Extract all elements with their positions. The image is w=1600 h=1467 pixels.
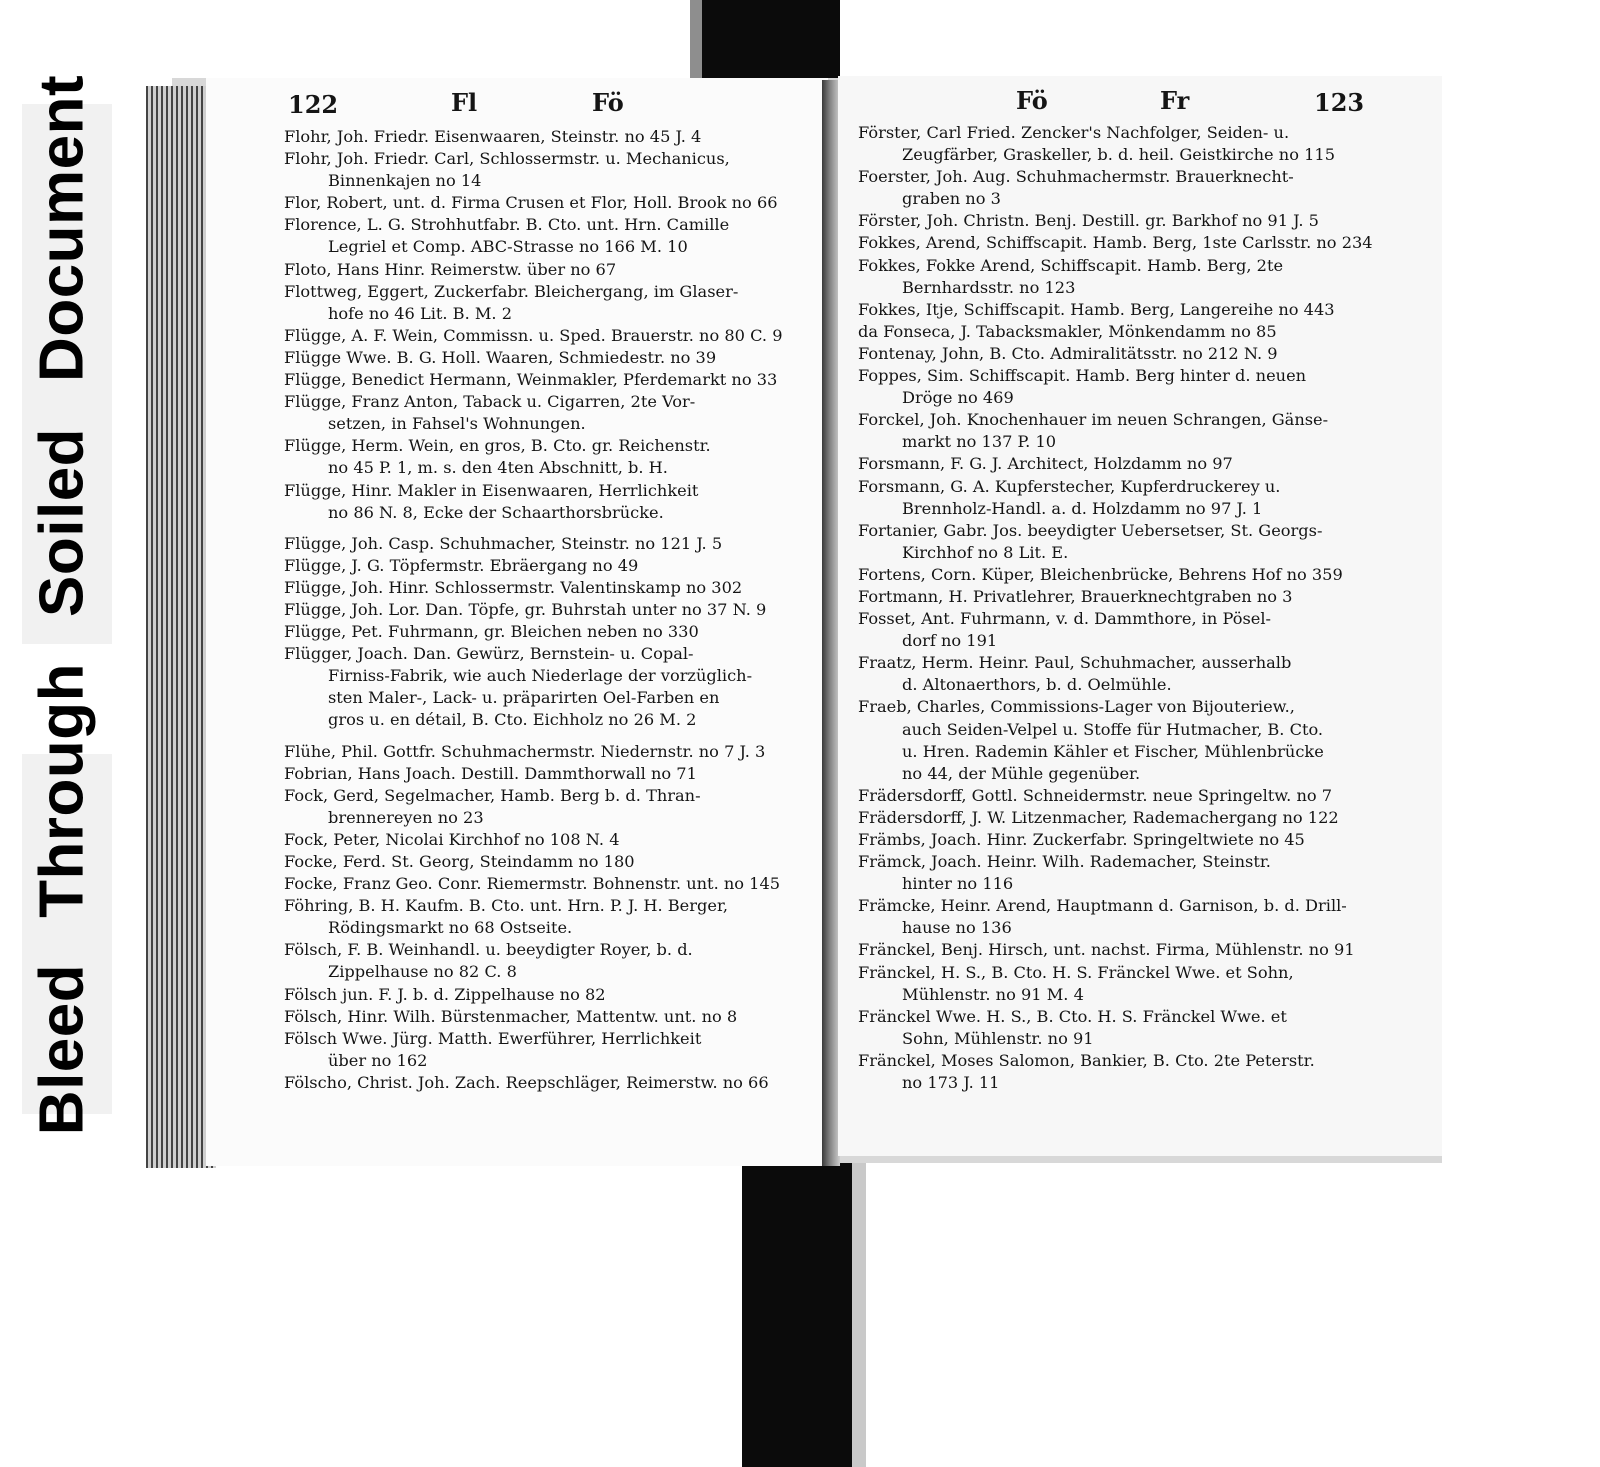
entry-line: Fokkes, Itje, Schiffscapit. Hamb. Berg, Langereihe no 443	[858, 299, 1335, 319]
directory-entry	[284, 192, 783, 214]
entry-line: Fortens, Corn. Küper, Bleichenbrücke, Behrens Hof no 359	[858, 564, 1343, 584]
entry-line: Fölscho, Christ. Joh. Zach. Reepschläger, Reimerstw. no 66	[284, 1072, 769, 1092]
entry-line: Fraatz, Herm. Heinr. Paul, Schuhmacher, ausserhalb	[858, 653, 1292, 673]
entry-continuation-line: Legriel et Comp. ABC-Strasse no 166 M. 10	[328, 237, 688, 257]
directory-entry	[858, 851, 1373, 895]
directory-entry	[284, 873, 783, 895]
entry-line: Främck, Joach. Heinr. Wilh. Rademacher, Steinstr.	[858, 852, 1271, 872]
directory-entry	[858, 476, 1373, 520]
entry-continuation-line: no 173 J. 11	[902, 1073, 1000, 1093]
directory-entry	[858, 586, 1373, 608]
entry-line: Fokkes, Fokke Arend, Schiffscapit. Hamb. Berg, 2te	[858, 255, 1284, 275]
entry-line: Flottweg, Eggert, Zuckerfabr. Bleichergang, im Glaser-	[284, 281, 739, 301]
directory-entry	[284, 369, 783, 391]
directory-entry	[858, 962, 1373, 1006]
left-guide-word-first: Fl	[451, 88, 478, 117]
directory-entry	[284, 741, 783, 763]
right-page	[838, 76, 1442, 1156]
entry-line: Focke, Ferd. St. Georg, Steindamm no 180	[284, 852, 635, 871]
entry-continuation-line: graben no 3	[902, 189, 1001, 209]
directory-entry	[858, 299, 1373, 321]
binding-bar-bottom-edge	[852, 1150, 866, 1467]
directory-entry	[858, 255, 1373, 299]
entry-line: da Fonseca, J. Tabacksmakler, Mönkendamm no 85	[858, 321, 1277, 341]
entry-continuation-line: d. Altonaerthors, b. d. Oelmühle.	[902, 675, 1172, 695]
entry-line: Fränckel, H. S., B. Cto. H. S. Fränckel Wwe. et Sohn,	[858, 962, 1294, 982]
entry-line: Fontenay, John, B. Cto. Admiralitätsstr. no 212 N. 9	[858, 343, 1278, 363]
entry-line: Flügge, Joh. Casp. Schuhmacher, Steinstr. no 121 J. 5	[284, 533, 723, 553]
directory-entry	[284, 851, 783, 873]
entry-line: Fölsch, F. B. Weinhandl. u. beeydigter Royer, b. d.	[284, 940, 693, 960]
entry-line: Fortmann, H. Privatlehrer, Brauerknechtgraben no 3	[858, 586, 1293, 606]
entry-line: Flügge, Hinr. Makler in Eisenwaaren, Herrlichkeit	[284, 480, 699, 500]
entry-line: Fock, Gerd, Segelmacher, Hamb. Berg b. d. Thran-	[284, 785, 701, 805]
entry-continuation-line: Mühlenstr. no 91 M. 4	[902, 984, 1084, 1004]
directory-entry	[858, 343, 1373, 365]
directory-entry	[284, 126, 783, 148]
directory-entry	[284, 281, 783, 325]
left-guide-word-last: Fö	[592, 88, 624, 117]
binding-bar-bottom	[742, 1150, 852, 1467]
entry-line: Flügger, Joach. Dan. Gewürz, Bernstein- u. Copal-	[284, 644, 694, 664]
entry-line: Flohr, Joh. Friedr. Eisenwaaren, Steinstr. no 45 J. 4	[284, 127, 702, 146]
directory-entry	[858, 1050, 1373, 1094]
directory-entry	[284, 577, 783, 599]
directory-entry	[284, 621, 783, 643]
entry-line: Flügge Wwe. B. G. Holl. Waaren, Schmiedestr. no 39	[284, 347, 717, 367]
directory-entry	[858, 652, 1373, 696]
entry-line: Fölsch, Hinr. Wilh. Bürstenmacher, Mattentw. unt. no 8	[284, 1006, 738, 1026]
entry-line: Flügge, J. G. Töpfermstr. Ebräergang no 49	[284, 555, 639, 575]
entry-line: Flühe, Phil. Gottfr. Schuhmachermstr. Niedernstr. no 7 J. 3	[284, 741, 766, 761]
binding-bar-top	[690, 0, 840, 80]
stamp-word: Soiled	[27, 427, 97, 617]
entry-continuation-line: Kirchhof no 8 Lit. E.	[902, 542, 1069, 562]
entry-continuation-line: Zeugfärber, Graskeller, b. d. heil. Geistkirche no 115	[902, 145, 1335, 165]
directory-entry	[284, 347, 783, 369]
directory-entry	[858, 321, 1373, 343]
entry-line: Flügge, Pet. Fuhrmann, gr. Bleichen neben no 330	[284, 622, 699, 642]
entry-line: Forckel, Joh. Knochenhauer im neuen Schrangen, Gänse-	[858, 410, 1329, 430]
entry-continuation-line: sten Maler-, Lack- u. präparirten Oel-Farben en	[328, 688, 720, 708]
entry-continuation-line: hinter no 116	[902, 874, 1014, 894]
entry-line: Fölsch jun. F. J. b. d. Zippelhause no 82	[284, 984, 606, 1004]
directory-entry	[284, 325, 783, 347]
entry-line: Fränckel, Benj. Hirsch, unt. nachst. Firma, Mühlenstr. no 91	[858, 940, 1355, 960]
stamp-word: Document	[27, 74, 97, 382]
right-guide-word-first: Fö	[1016, 86, 1048, 115]
entry-continuation-line: Rödingsmarkt no 68 Ostseite.	[328, 918, 573, 938]
entry-line: Främbs, Joach. Hinr. Zuckerfabr. Springeltwiete no 45	[858, 830, 1305, 849]
entry-line: Flügge, Joh. Hinr. Schlossermstr. Valentinskamp no 302	[284, 577, 743, 597]
directory-entry	[284, 555, 783, 577]
entry-continuation-line: markt no 137 P. 10	[902, 432, 1057, 452]
directory-entry	[284, 599, 783, 621]
entry-line: Fränckel Wwe. H. S., B. Cto. H. S. Fränckel Wwe. et	[858, 1006, 1287, 1026]
directory-entry	[284, 533, 783, 555]
entry-continuation-line: hofe no 46 Lit. B. M. 2	[328, 303, 513, 323]
directory-entry	[284, 1028, 783, 1072]
entry-line: Forsmann, G. A. Kupferstecher, Kupferdruckerey u.	[858, 476, 1281, 496]
directory-entry	[858, 409, 1373, 453]
entry-line: Flügge, Joh. Lor. Dan. Töpfe, gr. Buhrstah unter no 37 N. 9	[284, 599, 767, 619]
directory-entry	[858, 829, 1373, 851]
entry-continuation-line: dorf no 191	[902, 631, 998, 651]
directory-entry	[858, 210, 1373, 232]
entry-line: Fock, Peter, Nicolai Kirchhof no 108 N. 4	[284, 829, 620, 849]
entry-continuation-line: Zippelhause no 82 C. 8	[328, 962, 517, 982]
entry-continuation-line: no 44, der Mühle gegenüber.	[902, 763, 1141, 783]
entry-line: Focke, Franz Geo. Conr. Riemermstr. Bohnenstr. unt. no 145	[284, 874, 781, 894]
directory-entry	[858, 785, 1373, 807]
entry-continuation-line: u. Hren. Rademin Kähler et Fischer, Mühlenbrücke	[902, 741, 1324, 761]
directory-entry	[284, 148, 783, 192]
entry-continuation-line: hause no 136	[902, 918, 1012, 938]
left-entry-list	[284, 126, 783, 1094]
entry-continuation-line: gros u. en détail, B. Cto. Eichholz no 26 M. 2	[328, 710, 697, 730]
entry-continuation-line: Sohn, Mühlenstr. no 91	[902, 1028, 1094, 1048]
entry-line: Fölsch Wwe. Jürg. Matth. Ewerführer, Herrlichkeit	[284, 1028, 702, 1048]
directory-entry	[284, 785, 783, 829]
directory-entry	[858, 696, 1373, 784]
entry-continuation-line: auch Seiden-Velpel u. Stoffe für Hutmacher, B. Cto.	[902, 719, 1324, 739]
entry-line: Flor, Robert, unt. d. Firma Crusen et Flor, Holl. Brook no 66	[284, 193, 778, 213]
left-page-number: 122	[288, 90, 339, 119]
entry-line: Fobrian, Hans Joach. Destill. Dammthorwall no 71	[284, 763, 697, 783]
directory-entry	[858, 232, 1373, 254]
entry-line: Forsmann, F. G. J. Architect, Holzdamm no 97	[858, 454, 1233, 474]
entry-line: Foppes, Sim. Schiffscapit. Hamb. Berg hinter d. neuen	[858, 366, 1307, 386]
binding-bar-top-edge	[690, 0, 702, 80]
entry-line: Flügge, Herm. Wein, en gros, B. Cto. gr. Reichenstr.	[284, 436, 711, 456]
directory-entry	[284, 829, 783, 851]
entry-line: Flügge, Franz Anton, Taback u. Cigarren, 2te Vor-	[284, 392, 696, 412]
directory-entry	[284, 984, 783, 1006]
directory-entry	[284, 643, 783, 731]
entry-line: Frädersdorff, J. W. Litzenmacher, Rademachergang no 122	[858, 807, 1339, 827]
entry-line: Foerster, Joh. Aug. Schuhmachermstr. Brauerknecht-	[858, 167, 1294, 187]
directory-entry	[284, 895, 783, 939]
entry-continuation-line: Binnenkajen no 14	[328, 171, 482, 191]
entry-line: Fortanier, Gabr. Jos. beeydigter Uebersetser, St. Georgs-	[858, 520, 1323, 540]
entry-continuation-line: über no 162	[328, 1050, 428, 1070]
directory-entry	[858, 564, 1373, 586]
entry-line: Förster, Carl Fried. Zencker's Nachfolger, Seiden- u.	[858, 123, 1290, 142]
entry-line: Flügge, A. F. Wein, Commissn. u. Sped. Brauerstr. no 80 C. 9	[284, 325, 783, 345]
entry-continuation-line: Bernhardsstr. no 123	[902, 277, 1076, 297]
entry-continuation-line: brennereyen no 23	[328, 807, 484, 827]
left-page	[206, 78, 828, 1166]
entry-line: Flohr, Joh. Friedr. Carl, Schlossermstr. u. Mechanicus,	[284, 149, 730, 169]
directory-entry	[284, 259, 783, 281]
directory-entry	[858, 365, 1373, 409]
directory-entry	[284, 939, 783, 983]
entry-continuation-line: Dröge no 469	[902, 388, 1014, 408]
directory-entry	[858, 520, 1373, 564]
right-entry-list	[858, 122, 1373, 1094]
right-guide-word-last: Fr	[1160, 86, 1190, 115]
directory-entry	[858, 895, 1373, 939]
directory-entry	[858, 453, 1373, 475]
entry-line: Florence, L. G. Strohhutfabr. B. Cto. unt. Hrn. Camille	[284, 215, 730, 235]
stamp-word: Through	[27, 662, 97, 918]
entry-continuation-line: Firniss-Fabrik, wie auch Niederlage der vorzüglich-	[328, 666, 753, 686]
entry-line: Floto, Hans Hinr. Reimerstw. über no 67	[284, 259, 617, 279]
right-page-number: 123	[1314, 88, 1365, 117]
entry-line: Fränckel, Moses Salomon, Bankier, B. Cto. 2te Peterstr.	[858, 1050, 1315, 1070]
entry-continuation-line: no 45 P. 1, m. s. den 4ten Abschnitt, b. H.	[328, 458, 668, 478]
entry-continuation-line: no 86 N. 8, Ecke der Schaarthorsbrücke.	[328, 502, 664, 522]
directory-entry	[858, 1006, 1373, 1050]
entry-line: Flügge, Benedict Hermann, Weinmakler, Pferdemarkt no 33	[284, 370, 778, 390]
directory-entry	[858, 166, 1373, 210]
entry-line: Främcke, Heinr. Arend, Hauptmann d. Garnison, b. d. Drill-	[858, 896, 1347, 916]
bleed-through-stamp	[27, 75, 98, 1135]
stamp-word: Bleed	[27, 963, 97, 1136]
entry-line: Fokkes, Arend, Schiffscapit. Hamb. Berg, 1ste Carlsstr. no 234	[858, 233, 1373, 253]
entry-line: Fosset, Ant. Fuhrmann, v. d. Dammthore, in Pösel-	[858, 609, 1271, 629]
entry-continuation-line: setzen, in Fahsel's Wohnungen.	[328, 414, 586, 434]
directory-entry	[858, 608, 1373, 652]
directory-entry	[284, 214, 783, 258]
directory-entry	[858, 939, 1373, 961]
directory-entry	[284, 763, 783, 785]
entry-line: Frädersdorff, Gottl. Schneidermstr. neue Springeltw. no 7	[858, 785, 1333, 805]
directory-entry	[284, 391, 783, 435]
directory-entry	[284, 480, 783, 524]
entry-continuation-line: Brennholz-Handl. a. d. Holzdamm no 97 J. 1	[902, 498, 1263, 518]
entry-line: Fraeb, Charles, Commissions-Lager von Bijouteriew.,	[858, 697, 1295, 717]
directory-entry	[858, 122, 1373, 166]
entry-line: Förster, Joh. Christn. Benj. Destill. gr. Barkhof no 91 J. 5	[858, 211, 1319, 231]
directory-entry	[858, 807, 1373, 829]
directory-entry	[284, 1072, 783, 1094]
entry-line: Föhring, B. H. Kaufm. B. Cto. unt. Hrn. P. J. H. Berger,	[284, 896, 729, 916]
directory-entry	[284, 1006, 783, 1028]
directory-entry	[284, 435, 783, 479]
